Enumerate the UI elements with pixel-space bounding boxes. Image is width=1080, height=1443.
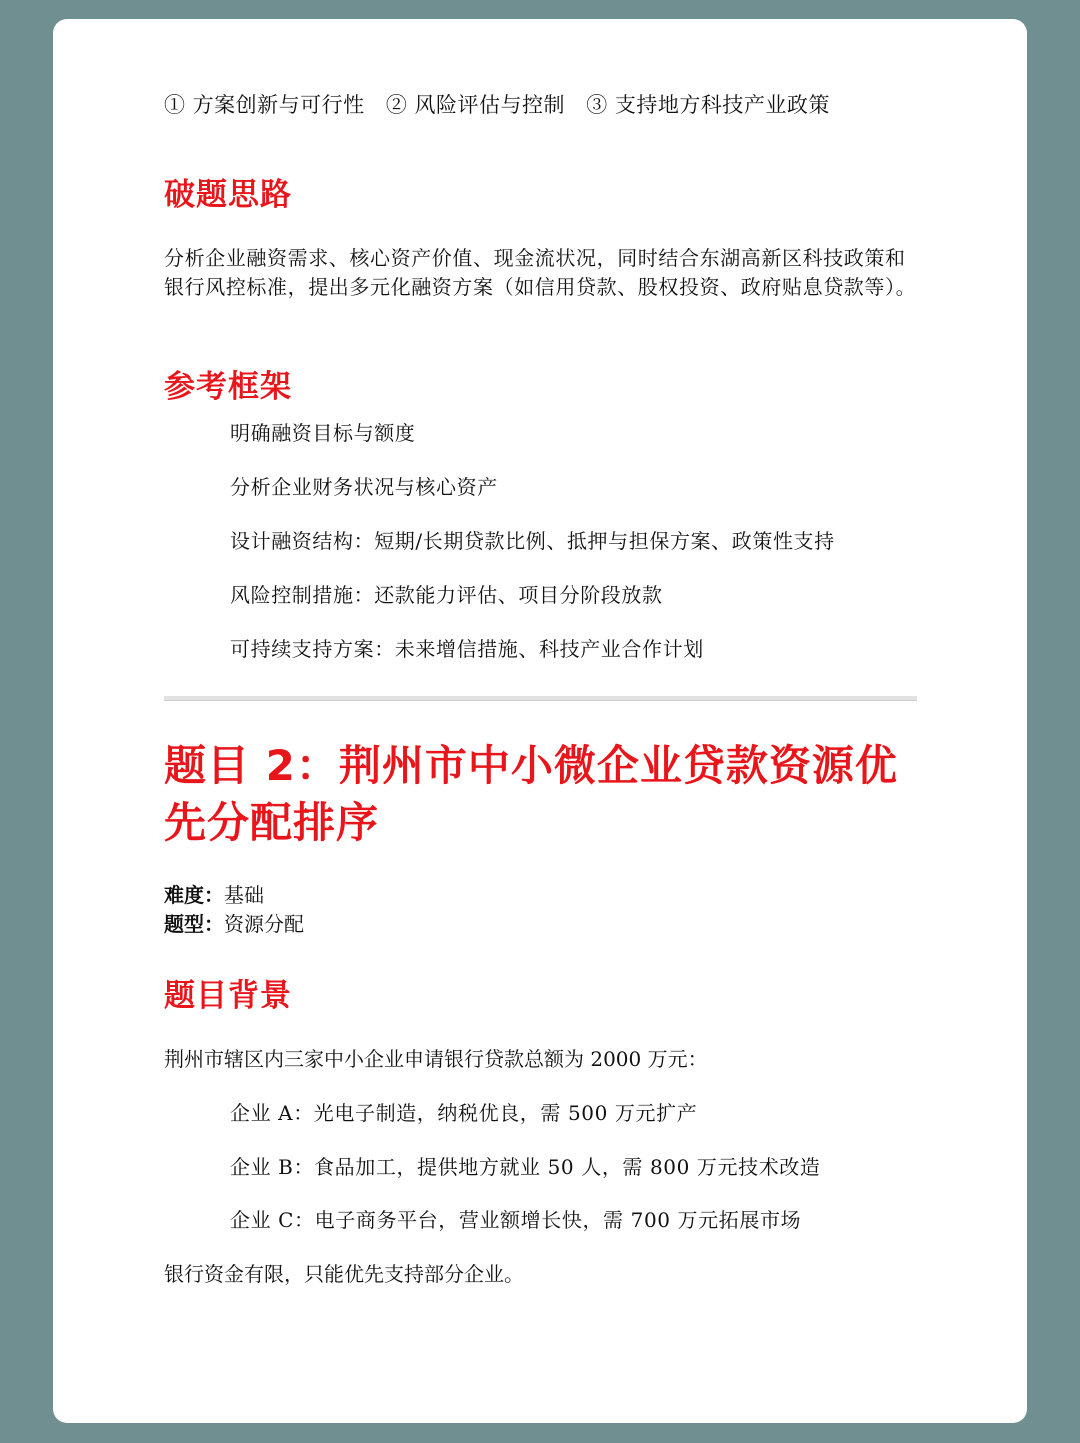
difficulty-value: 基础 [224, 883, 264, 907]
document-page [53, 19, 1027, 1423]
framework-item: 设计融资结构：短期/长期贷款比例、抵押与担保方案、政策性支持 [230, 529, 835, 553]
company-item: 企业 C：电子商务平台，营业额增长快，需 700 万元拓展市场 [230, 1208, 802, 1232]
company-item: 企业 B：食品加工，提供地方就业 50 人，需 800 万元技术改造 [230, 1155, 821, 1179]
approach-text: 分析企业融资需求、核心资产价值、现金流状况，同时结合东湖高新区科技政策和银行风控标准，提出多元化融资方案（如信用贷款、股权投资、政府贴息贷款等）。 [164, 246, 917, 299]
difficulty-line [164, 879, 264, 908]
framework-heading: 参考框架 [164, 369, 292, 405]
background-conclusion: 银行资金有限，只能优先支持部分企业。 [164, 1262, 524, 1286]
framework-item: 明确融资目标与额度 [230, 421, 416, 445]
company-item: 企业 A：光电子制造，纳税优良，需 500 万元扩产 [230, 1101, 698, 1125]
section-divider [164, 696, 917, 701]
difficulty-label: 难度： [164, 883, 224, 907]
framework-item: 可持续支持方案：未来增信措施、科技产业合作计划 [230, 637, 704, 661]
background-intro: 荆州市辖区内三家中小企业申请银行贷款总额为 2000 万元： [164, 1047, 708, 1071]
evaluation-criteria [164, 89, 830, 119]
criterion-2: ② 风险评估与控制 [385, 93, 566, 117]
framework-item: 分析企业财务状况与核心资产 [230, 475, 498, 499]
type-line [164, 908, 304, 937]
framework-item: 风险控制措施：还款能力评估、项目分阶段放款 [230, 583, 663, 607]
type-label: 题型： [164, 912, 224, 936]
background-heading: 题目背景 [164, 978, 292, 1014]
question-2-title: 题目 2：荆州市中小微企业贷款资源优先分配排序 [164, 741, 898, 847]
type-value: 资源分配 [224, 912, 304, 936]
approach-heading: 破题思路 [164, 177, 292, 213]
criterion-3: ③ 支持地方科技产业政策 [586, 93, 830, 117]
criterion-1: ① 方案创新与可行性 [164, 93, 365, 117]
